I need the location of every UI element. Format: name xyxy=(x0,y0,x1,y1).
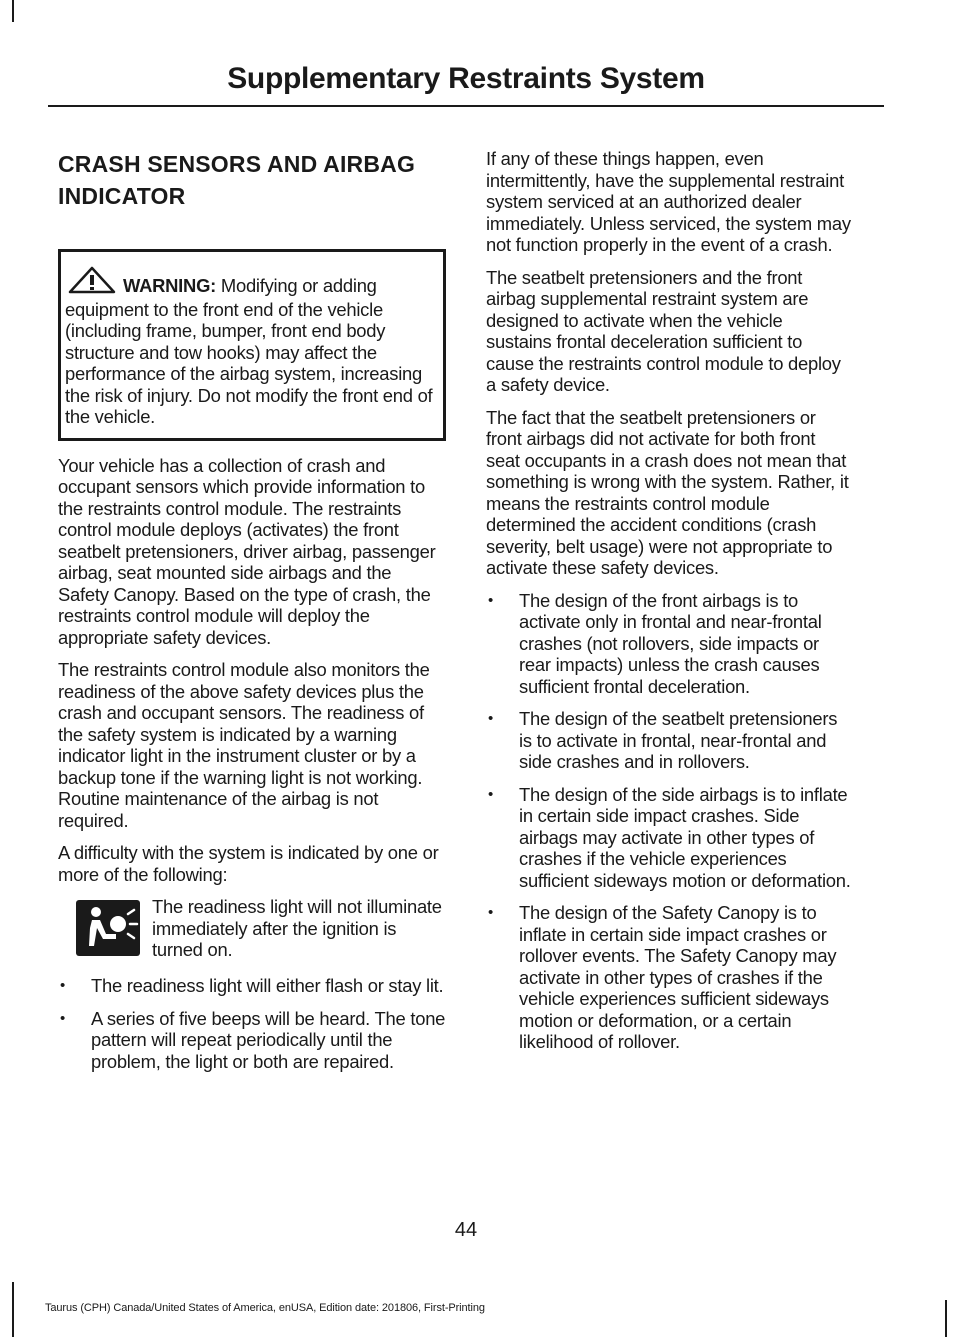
body-paragraph: The seatbelt pretensioners and the front airbag supplemental restraint system are designed to activate when the vehicle sustains frontal deceleration sufficient to cause the restraints control module to deploy a safety device. xyxy=(486,266,841,395)
body-paragraph: A difficulty with the system is indicated by one or more of the following: xyxy=(58,842,439,885)
section-title: Supplementary Restraints System xyxy=(227,62,705,95)
list-item: • The design of the front airbags is to activate only in frontal and near-frontal crashes (not rollovers, side impacts or rear impacts) unless the crash causes sufficient frontal deceleration. xyxy=(486,590,852,698)
icon-note xyxy=(58,896,446,962)
list-item: • The design of the side airbags is to inflate in certain side impact crashes. Side airbags may activate in other types of crashes if the vehicle experiences sufficient sideways motion or deformation. xyxy=(486,784,852,892)
list-item: • The design of the Safety Canopy is to inflate in certain side impact crashes or rollover events. The Safety Canopy may activate in other types of crashes if the vehicle experiences sufficient sideways motion or deformation, or a certain likelihood of rollover. xyxy=(486,902,852,1053)
list-item: • A series of five beeps will be heard. The tone pattern will repeat periodically until the problem, the light or both are repaired. xyxy=(58,1008,446,1073)
body-paragraph: Your vehicle has a collection of crash and occupant sensors which provide information to the restraints control module. The restraints control module deploys (activates) the front seatbelt pretensioners, driver airbag, passenger airbag, seat mounted side airbags and the Safety Canopy. Based on the type of crash, the restraints control module will deploy the appropriate safety devices. xyxy=(58,454,436,648)
warning-box xyxy=(58,249,446,441)
body-paragraph: The fact that the seatbelt pretensioners or front airbags did not activate for both front seat occupants in a crash does not mean that something is wrong with the system. Rather, it means the restraints control module determined the accident conditions (crash severity, belt usage) were not appropriate to activate these safety devices. xyxy=(486,406,849,578)
bullet-list xyxy=(58,975,446,1072)
icon-note-text: The readiness light will not illuminate immediately after the ignition is turned on. xyxy=(152,896,442,960)
crop-mark xyxy=(12,0,14,22)
body-paragraph: The restraints control module also monitors the readiness of the above safety devices plus the crash and occupant sensors. The readiness of the safety system is indicated by a warning indicator light in the instrument cluster or by a backup tone if the warning light is not working. Routine maintenance of the airbag is not required. xyxy=(58,659,430,831)
page-number: 44 xyxy=(454,1219,478,1241)
warning-label: WARNING: xyxy=(123,275,217,296)
header-divider xyxy=(48,105,884,107)
list-item: • The design of the seatbelt pretensioners is to activate in frontal, near-frontal and side crashes and in rollovers. xyxy=(486,708,852,773)
warning-text: Modifying or adding equipment to the front end of the vehicle (including frame, bumper, front end body structure and tow hooks) may affect the performance of the airbag system, increasing the risk of injury. Do not modify the front end of the vehicle. xyxy=(65,275,433,427)
footer-edition-info: Taurus (CPH) Canada/United States of America, enUSA, Edition date: 201806, First-Printing xyxy=(45,1302,485,1314)
left-column xyxy=(58,148,446,1083)
warning-triangle-icon xyxy=(67,266,117,299)
airbag-warning-icon xyxy=(58,896,152,962)
bullet-list xyxy=(486,590,852,1053)
list-item: • The readiness light will either flash or stay lit. xyxy=(58,975,446,997)
section-heading: CRASH SENSORS AND AIRBAG INDICATOR xyxy=(58,151,416,209)
body-paragraph: If any of these things happen, even intermittently, have the supplemental restraint system serviced at an authorized dealer immediately. Unless serviced, the system may not function properly in the event of a crash. xyxy=(486,148,851,255)
right-column xyxy=(486,148,852,1064)
crop-mark xyxy=(12,1282,14,1337)
crop-mark xyxy=(945,1300,947,1337)
